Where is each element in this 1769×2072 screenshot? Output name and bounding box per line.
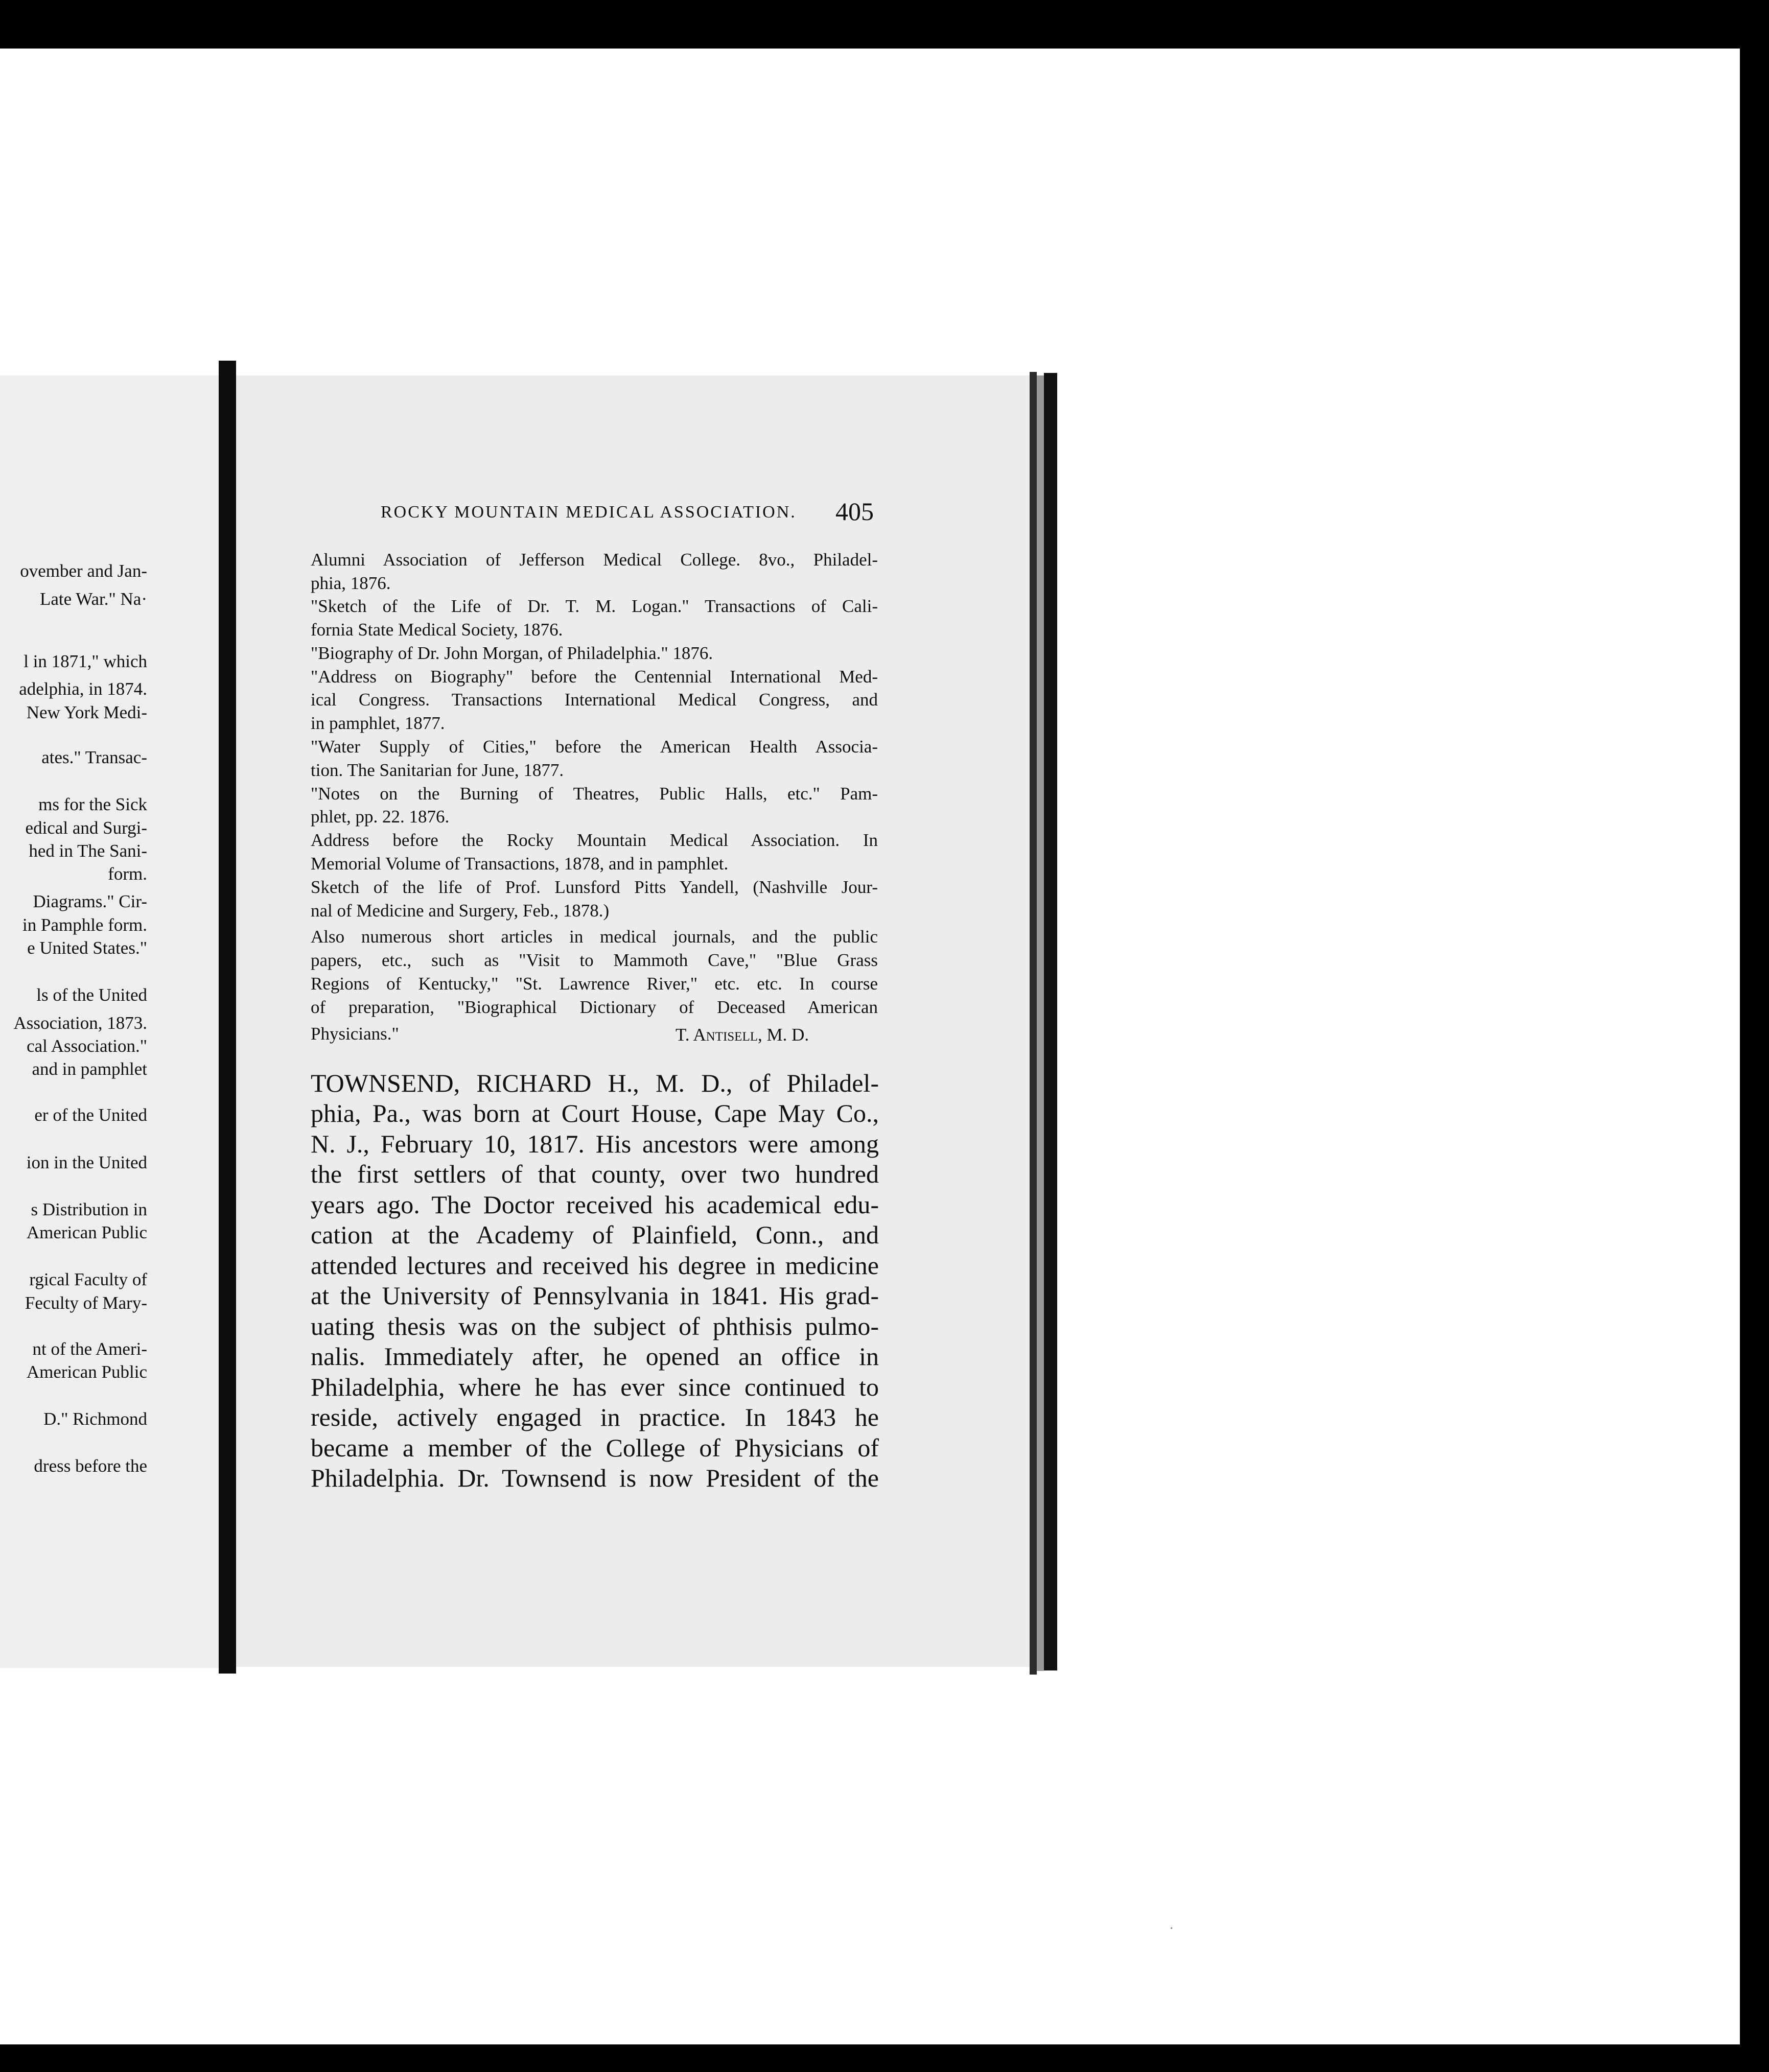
left-page-line: Association, 1873. (13, 1013, 147, 1033)
author-signature: T. Antisell, M. D. (676, 1025, 809, 1045)
left-page-line: ms for the Sick (38, 794, 147, 814)
bibliography-line: ical Congress. Transactions International Medical Congress, and (311, 690, 878, 710)
bibliography-line: Also numerous short articles in medical journals, and the public (311, 927, 878, 947)
left-page-line: er of the United (34, 1105, 147, 1125)
left-page-line: dress before the (34, 1456, 147, 1476)
body-line: at the University of Pennsylvania in 1841. His grad- (311, 1281, 879, 1310)
left-page-line: rgical Faculty of (29, 1269, 147, 1289)
left-page-line: l in 1871," which (24, 651, 147, 671)
bibliography-line: Physicians." (311, 1024, 399, 1044)
left-page-line: nt of the Ameri- (32, 1339, 147, 1359)
bibliography-line: "Biography of Dr. John Morgan, of Philadelphia." 1876. (311, 643, 713, 663)
left-page-line: ovember and Jan- (20, 561, 147, 581)
left-page-line: form. (108, 864, 147, 884)
left-page-line: Diagrams." Cir- (33, 891, 147, 911)
scan-speck: · (1169, 1921, 1174, 1937)
previous-page (0, 375, 223, 1668)
bibliography-line: "Sketch of the Life of Dr. T. M. Logan." Transactions of Cali- (311, 596, 878, 616)
left-page-line: American Public (26, 1362, 147, 1382)
left-page-line: edical and Surgi- (25, 818, 147, 838)
left-page-line: ates." Transac- (41, 747, 147, 767)
page-edge (1037, 375, 1044, 1671)
bibliography-line: "Address on Biography" before the Centennial International Med- (311, 667, 878, 687)
book-gutter (219, 361, 236, 1674)
body-line: became a member of the College of Physicians of (311, 1433, 879, 1462)
left-page-line: adelphia, in 1874. (19, 679, 147, 699)
left-page-line: Late War." Na· (39, 589, 147, 609)
page-edge (1044, 373, 1057, 1670)
body-line: cation at the Academy of Plainfield, Conn., and (311, 1220, 879, 1249)
left-page-line: ion in the United (26, 1152, 147, 1172)
left-page-line: ls of the United (36, 985, 147, 1005)
left-page-line: cal Association." (27, 1036, 147, 1056)
bibliography-line: in pamphlet, 1877. (311, 713, 445, 733)
body-line: nalis. Immediately after, he opened an office in (311, 1342, 879, 1371)
left-page-line: in Pamphle form. (22, 915, 147, 935)
bibliography-line: Address before the Rocky Mountain Medical Association. In (311, 830, 878, 850)
bibliography-line: "Notes on the Burning of Theatres, Public Halls, etc." Pam- (311, 784, 878, 804)
bibliography-line: Regions of Kentucky," "St. Lawrence River," etc. etc. In course (311, 974, 878, 994)
bibliography-line: tion. The Sanitarian for June, 1877. (311, 760, 564, 780)
bibliography-line: phlet, pp. 22. 1876. (311, 807, 450, 827)
left-page-line: and in pamphlet (32, 1059, 147, 1079)
left-page-line: D." Richmond (43, 1409, 147, 1429)
body-line: Philadelphia. Dr. Townsend is now President of the (311, 1464, 879, 1492)
running-header: ROCKY MOUNTAIN MEDICAL ASSOCIATION. (381, 503, 797, 522)
left-page-line: hed in The Sani- (29, 841, 147, 861)
page-edge (1030, 372, 1037, 1675)
bibliography-line: phia, 1876. (311, 573, 391, 593)
bibliography-line: Alumni Association of Jefferson Medical College. 8vo., Philadel- (311, 550, 878, 570)
bibliography-line: Memorial Volume of Transactions, 1878, and in pamphlet. (311, 854, 729, 874)
left-page-line: e United States." (27, 938, 147, 958)
body-line: phia, Pa., was born at Court House, Cape May Co., (311, 1099, 879, 1127)
body-line: years ago. The Doctor received his academical edu- (311, 1190, 879, 1219)
left-page-line: New York Medi- (26, 702, 147, 722)
bibliography-line: papers, etc., such as "Visit to Mammoth Cave," "Blue Grass (311, 950, 878, 970)
left-page-line: s Distribution in (31, 1199, 147, 1219)
bibliography-line: Sketch of the life of Prof. Lunsford Pitts Yandell, (Nashville Jour- (311, 877, 878, 897)
page-number: 405 (835, 497, 874, 526)
body-line: attended lectures and received his degree in medicine (311, 1251, 879, 1280)
bibliography-line: nal of Medicine and Surgery, Feb., 1878.) (311, 901, 610, 921)
bibliography-line: fornia State Medical Society, 1876. (311, 620, 563, 640)
bibliography-line: of preparation, "Biographical Dictionary of Deceased American (311, 997, 878, 1017)
body-line: TOWNSEND, RICHARD H., M. D., of Philadel- (311, 1069, 879, 1097)
body-line: uating thesis was on the subject of phthisis pulmo- (311, 1312, 879, 1340)
body-line: Philadelphia, where he has ever since continued to (311, 1373, 879, 1401)
left-page-line: American Public (26, 1222, 147, 1242)
body-line: reside, actively engaged in practice. In 1843 he (311, 1403, 879, 1431)
body-line: the first settlers of that county, over two hundred (311, 1160, 879, 1188)
body-line: N. J., February 10, 1817. His ancestors were among (311, 1129, 879, 1158)
bibliography-line: "Water Supply of Cities," before the American Health Associa- (311, 737, 878, 757)
left-page-line: Feculty of Mary- (25, 1293, 147, 1313)
